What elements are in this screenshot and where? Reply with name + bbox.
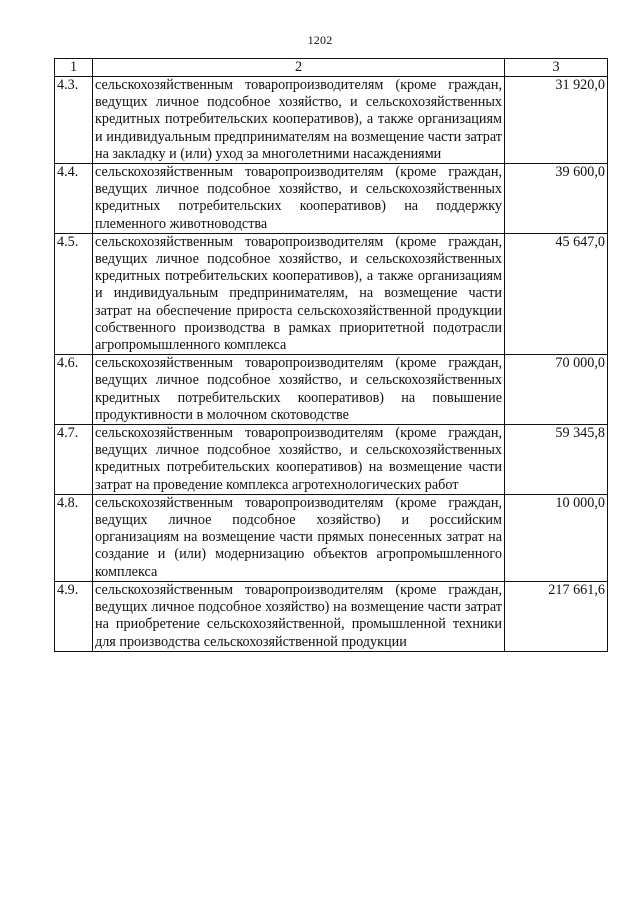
table-row: [55, 581, 608, 651]
row-description: сельскохозяйственным товаропроизводителям (кроме граждан, ведущих личное подсобное хозяйство, и сельскохозяйственных кредитных потребительских кооперативов), а также организациям и индивидуальным предпринимателям, на возмещение части затрат на обеспечение прироста сельскохозяйственной продукции собственного производства в рамках приоритетной подотрасли агропромышленного комплекса: [93, 233, 505, 354]
row-description: сельскохозяйственным товаропроизводителям (кроме граждан, ведущих личное подсобное хозяйство) на возмещение части затрат на приобретение сельскохозяйственной, промышленной техники для производства сельскохозяйственной продукции: [93, 581, 505, 651]
row-number: 4.5.: [55, 233, 93, 354]
row-number: 4.6.: [55, 355, 93, 425]
row-description: сельскохозяйственным товаропроизводителям (кроме граждан, ведущих личное подсобное хозяйство, и сельскохозяйственных кредитных потребительских кооперативов) на возмещение части затрат на проведение комплекса агротехнологических работ: [93, 425, 505, 495]
table-row: [55, 77, 608, 164]
table-row: [55, 494, 608, 581]
row-amount: 45 647,0: [505, 233, 608, 354]
table-row: [55, 233, 608, 354]
row-description: сельскохозяйственным товаропроизводителям (кроме граждан, ведущих личное подсобное хозяйство, и сельскохозяйственных кредитных потребительских кооперативов), а также организациям и индивидуальным предпринимателям на возмещение части затрат на закладку и (или) уход за многолетними насаждениями: [93, 77, 505, 164]
column-header-2: 2: [93, 59, 505, 77]
table-row: [55, 355, 608, 425]
header-row: [55, 59, 608, 77]
row-description: сельскохозяйственным товаропроизводителям (кроме граждан, ведущих личное подсобное хозяйство, и сельскохозяйственных кредитных потребительских кооперативов) на поддержку племенного животноводства: [93, 164, 505, 234]
row-description: сельскохозяйственным товаропроизводителям (кроме граждан, ведущих личное подсобное хозяйство) и российским организациям на возмещение части прямых понесенных затрат на создание и (или) модернизацию объектов агропромышленного комплекса: [93, 494, 505, 581]
row-number: 4.9.: [55, 581, 93, 651]
row-amount: 59 345,8: [505, 425, 608, 495]
row-number: 4.4.: [55, 164, 93, 234]
budget-table: [54, 58, 608, 652]
row-amount: 217 661,6: [505, 581, 608, 651]
table-row: [55, 425, 608, 495]
row-number: 4.8.: [55, 494, 93, 581]
column-header-1: 1: [55, 59, 93, 77]
row-amount: 31 920,0: [505, 77, 608, 164]
column-header-3: 3: [505, 59, 608, 77]
row-number: 4.7.: [55, 425, 93, 495]
page-number: 1202: [307, 33, 333, 47]
row-amount: 39 600,0: [505, 164, 608, 234]
row-amount: 70 000,0: [505, 355, 608, 425]
row-description: сельскохозяйственным товаропроизводителям (кроме граждан, ведущих личное подсобное хозяйство, и сельскохозяйственных кредитных потребительских кооперативов) на повышение продуктивности в молочном скотоводстве: [93, 355, 505, 425]
table-row: [55, 164, 608, 234]
row-amount: 10 000,0: [505, 494, 608, 581]
row-number: 4.3.: [55, 77, 93, 164]
